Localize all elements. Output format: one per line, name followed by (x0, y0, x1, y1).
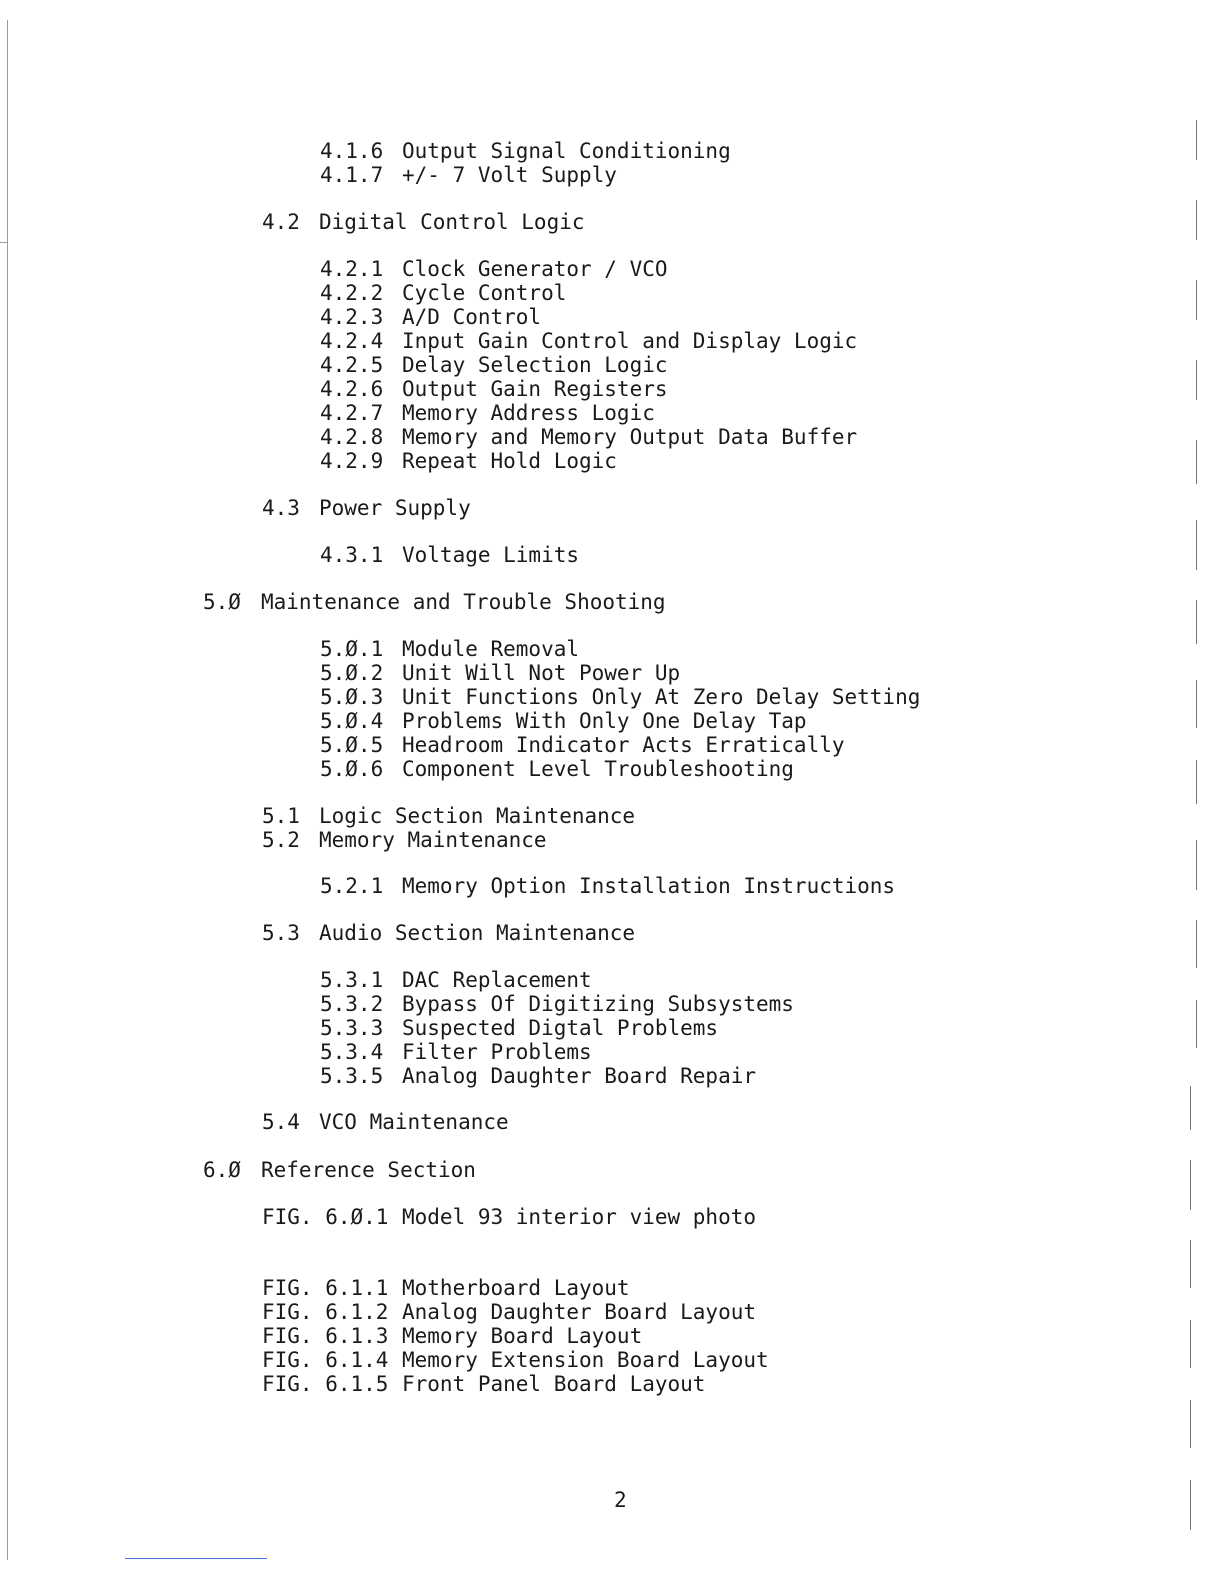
toc-number: 4.2.3 (320, 305, 384, 329)
toc-number: 5.1 (262, 804, 300, 828)
toc-title: Unit Will Not Power Up (402, 661, 681, 685)
scan-edge-mark (1190, 1400, 1191, 1448)
toc-title: Problems With Only One Delay Tap (402, 709, 807, 733)
scan-edge-mark (1190, 1160, 1191, 1210)
toc-title: Headroom Indicator Acts Erratically (402, 733, 845, 757)
toc-number: 5.4 (262, 1110, 300, 1134)
toc-number: 4.2 (262, 210, 300, 234)
toc-title: Suspected Digtal Problems (402, 1016, 719, 1040)
toc-title: Analog Daughter Board Repair (402, 1064, 757, 1088)
toc-title: Output Gain Registers (402, 377, 668, 401)
toc-number: 5.2.1 (320, 874, 384, 898)
scan-edge-mark (1196, 760, 1197, 804)
scan-edge-mark (1196, 520, 1197, 570)
toc-figure-number: FIG. 6.Ø.1 (262, 1205, 389, 1229)
toc-number: 5.Ø.5 (320, 733, 384, 757)
scan-edge-mark (1196, 680, 1197, 728)
toc-figure-number: FIG. 6.1.3 (262, 1324, 389, 1348)
toc-title: Cycle Control (402, 281, 567, 305)
toc-figure-number: FIG. 6.1.5 (262, 1372, 389, 1396)
toc-figure (0, 1372, 706, 1468)
toc-number: 4.3 (262, 496, 300, 520)
toc-number: 5.Ø.3 (320, 685, 384, 709)
toc-title: Clock Generator / VCO (402, 257, 668, 281)
toc-title: VCO Maintenance (319, 1110, 509, 1134)
toc-number: 5.3.3 (320, 1016, 384, 1040)
toc-title: Audio Section Maintenance (319, 921, 636, 945)
toc-title: Memory Board Layout (402, 1324, 643, 1348)
toc-number: 4.3.1 (320, 543, 384, 567)
toc-title: Analog Daughter Board Layout (402, 1300, 757, 1324)
toc-number: 4.1.6 (320, 139, 384, 163)
toc-title: Digital Control Logic (319, 210, 585, 234)
toc-number: 4.2.7 (320, 401, 384, 425)
toc-number: 4.2.2 (320, 281, 384, 305)
toc-number: 4.2.5 (320, 353, 384, 377)
toc-number: 4.2.1 (320, 257, 384, 281)
scan-edge-mark (1196, 1000, 1197, 1048)
toc-number: 5.3.1 (320, 968, 384, 992)
toc-title: Bypass Of Digitizing Subsystems (402, 992, 794, 1016)
toc-title: Component Level Troubleshooting (402, 757, 794, 781)
bottom-blue-rule (125, 1558, 267, 1559)
toc-title: Memory Option Installation Instructions (402, 874, 896, 898)
toc-title: Memory and Memory Output Data Buffer (402, 425, 858, 449)
toc-title: A/D Control (402, 305, 542, 329)
toc-number: 5.Ø.2 (320, 661, 384, 685)
scan-edge-mark (1196, 840, 1197, 890)
toc-number: 5.3.4 (320, 1040, 384, 1064)
toc-number: 4.2.6 (320, 377, 384, 401)
scan-edge-mark (1196, 440, 1197, 484)
toc-figure-number: FIG. 6.1.1 (262, 1276, 389, 1300)
toc-number: 5.Ø.4 (320, 709, 384, 733)
scan-edge-mark (1196, 920, 1197, 968)
toc-number: 5.2 (262, 828, 300, 852)
toc-number: 5.3.5 (320, 1064, 384, 1088)
toc-title: Memory Extension Board Layout (402, 1348, 769, 1372)
toc-number: 5.3 (262, 921, 300, 945)
scan-edge-mark (1190, 1086, 1191, 1130)
toc-title: Front Panel Board Layout (402, 1372, 706, 1396)
toc-number: 4.2.8 (320, 425, 384, 449)
toc-title: Unit Functions Only At Zero Delay Setting (402, 685, 921, 709)
scan-edge-mark (1190, 1320, 1191, 1368)
toc-number: 4.1.7 (320, 163, 384, 187)
toc-figure-number: FIG. 6.1.2 (262, 1300, 389, 1324)
toc-figure-number: FIG. 6.1.4 (262, 1348, 389, 1372)
toc-title: Delay Selection Logic (402, 353, 668, 377)
toc-title: Logic Section Maintenance (319, 804, 636, 828)
toc-title: Power Supply (319, 496, 471, 520)
toc-title: Input Gain Control and Display Logic (402, 329, 858, 353)
toc-title: Filter Problems (402, 1040, 592, 1064)
toc-number: 4.2.9 (320, 449, 384, 473)
toc-number: 5.Ø.1 (320, 637, 384, 661)
toc-title: Module Removal (402, 637, 580, 661)
scan-edge-mark (1196, 600, 1197, 644)
toc-title: Voltage Limits (402, 543, 580, 567)
toc-number: 5.3.2 (320, 992, 384, 1016)
toc-title: Repeat Hold Logic (402, 449, 617, 473)
toc-title: DAC Replacement (402, 968, 592, 992)
toc-title: Reference Section (261, 1158, 476, 1182)
scan-edge-mark (1190, 1240, 1191, 1288)
toc-title: Memory Address Logic (402, 401, 655, 425)
scan-edge-mark (1190, 1480, 1191, 1530)
scan-edge-mark (1196, 280, 1197, 320)
page-number: 2 (614, 1488, 627, 1512)
toc-title: Memory Maintenance (319, 828, 547, 852)
toc-title: Output Signal Conditioning (402, 139, 731, 163)
toc-title: Maintenance and Trouble Shooting (261, 590, 666, 614)
toc-number: 5.Ø.6 (320, 757, 384, 781)
toc-title: +/- 7 Volt Supply (402, 163, 617, 187)
scan-edge-mark (1196, 360, 1197, 400)
toc-number: 4.2.4 (320, 329, 384, 353)
toc-title: Model 93 interior view photo (402, 1205, 757, 1229)
toc-number: 5.Ø (203, 590, 241, 614)
scan-edge-mark (1196, 200, 1197, 240)
toc-title: Motherboard Layout (402, 1276, 630, 1300)
toc-number: 6.Ø (203, 1158, 241, 1182)
scan-edge-mark (1196, 120, 1197, 160)
